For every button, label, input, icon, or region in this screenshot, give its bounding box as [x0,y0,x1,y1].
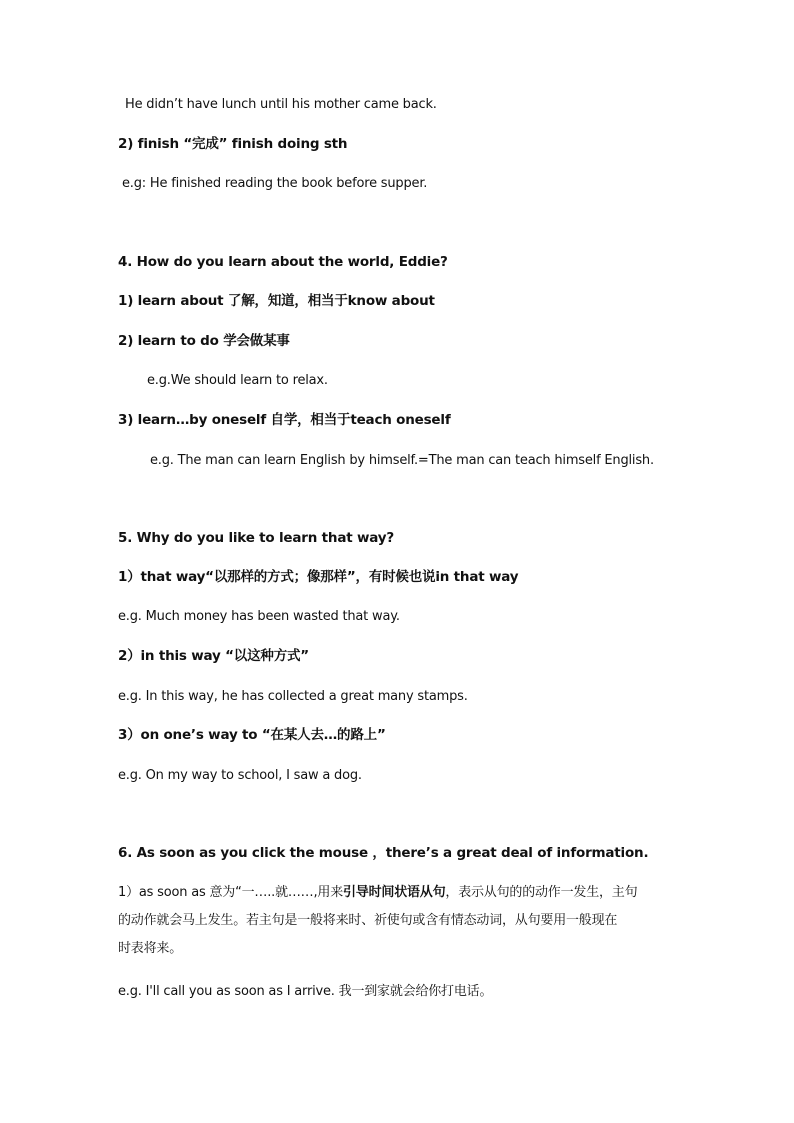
section-heading: 6. As soon as you click the mouse ，there’s a great deal of information. [118,845,649,861]
example-sentence: e.g. I'll call you as soon as I arrive. 我一到家就会给你打电话。 [118,984,493,999]
explanation-text: 1）as soon as 意为“一…..就……,用来 [118,885,343,900]
section-heading: 4. How do you learn about the world, Eddie? [118,254,448,270]
point-heading: 1）that way“以那样的方式；像那样”，有时候也说in that way [118,569,519,585]
bold-term: 引导时间状语从句 [343,885,446,900]
example-sentence: e.g. On my way to school, I saw a dog. [118,768,362,783]
point-heading: 2) learn to do 学会做某事 [118,333,290,349]
point-heading: 2）in this way “以这种方式” [118,648,309,664]
example-sentence: e.g. Much money has been wasted that way. [118,609,400,624]
point-heading: 2) finish “完成” finish doing sth [118,136,348,152]
point-heading: 3) learn…by oneself 自学，相当于teach oneself [118,412,451,428]
section-heading: 5. Why do you like to learn that way? [118,530,394,546]
explanation-line: 的动作就会马上发生。若主句是一般将来时、祈使句或含有情态动词，从句要用一般现在 [118,913,618,928]
example-sentence: He didn’t have lunch until his mother came back. [125,97,437,112]
example-sentence: e.g. In this way, he has collected a great many stamps. [118,689,468,704]
explanation-line: 时表将来。 [118,941,183,956]
example-sentence: e.g: He finished reading the book before supper. [122,176,428,191]
example-sentence: e.g.We should learn to relax. [147,373,328,388]
explanation-line [118,885,637,901]
explanation-text: ，表示从句的的动作一发生，主句 [445,885,638,900]
point-heading: 1) learn about 了解，知道，相当于know about [118,293,435,309]
point-heading: 3）on one’s way to “在某人去…的路上” [118,727,386,743]
example-sentence: e.g. The man can learn English by himself.=The man can teach himself English. [150,453,654,468]
